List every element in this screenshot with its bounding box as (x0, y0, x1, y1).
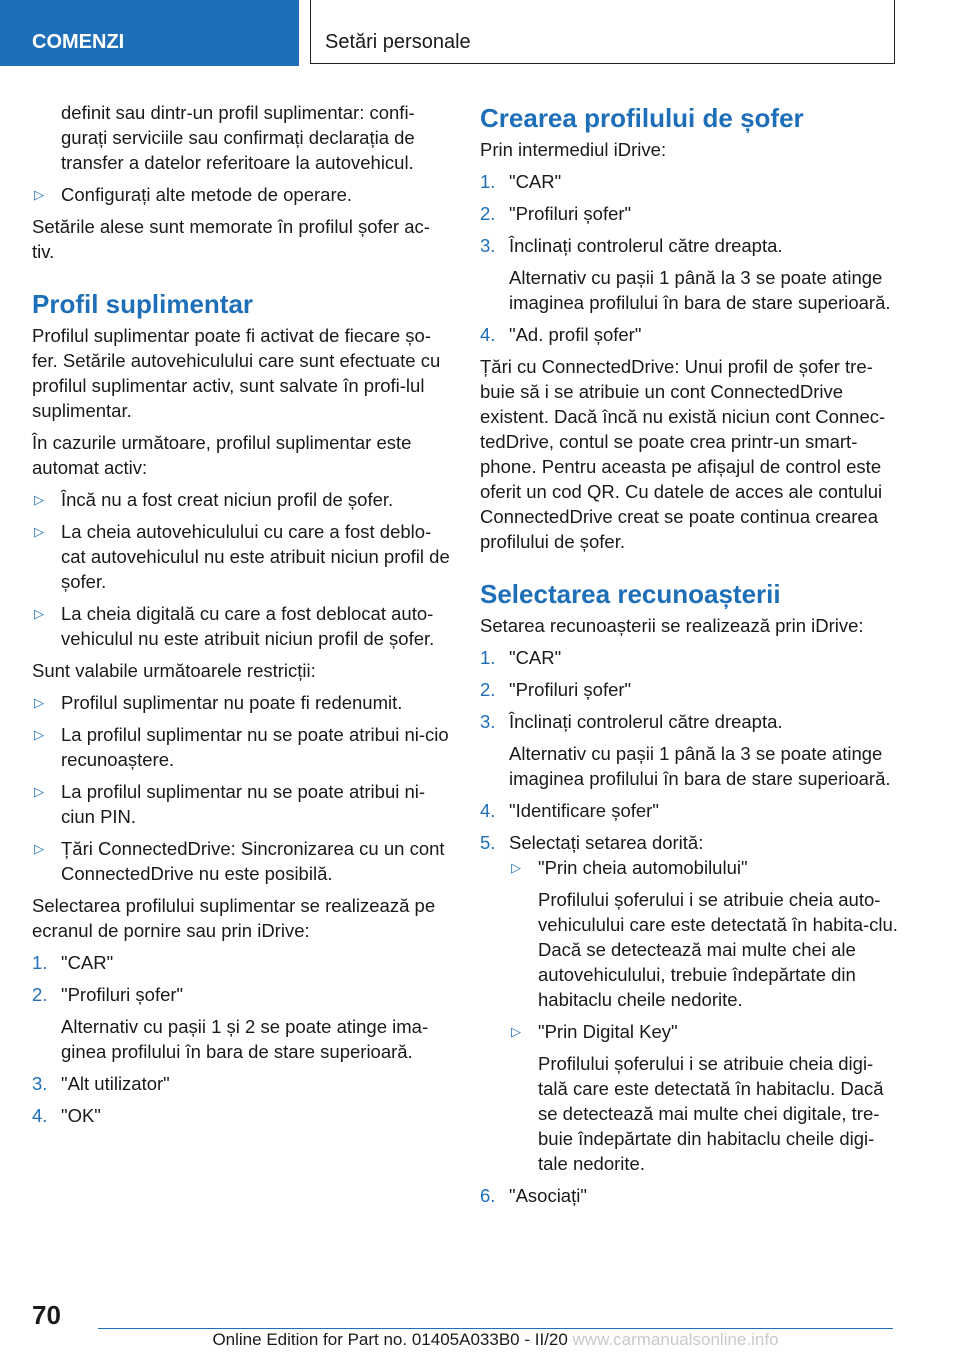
step-list (480, 169, 900, 347)
page-number: 70 (32, 1300, 61, 1330)
bullet-list (32, 487, 452, 651)
paragraph: Țări cu ConnectedDrive: Unui profil de șofer tre‐buie să i se atribuie un cont ConnectedDrive existent. Dacă încă nu există niciun cont Connec‐tedDrive, contul se poate crea printr-un smart‐phone. Pentru aceasta pe afișajul de control este oferit un cod QR. Cu datele de acces ale contului ConnectedDrive creat se poate continua crearea profilului de șofer. (480, 356, 886, 552)
triangle-bullet-icon: ▷ (34, 492, 44, 507)
list-item: ▷ "Prin Digital Key" Profilului șoferului i se atribuie cheia digi‐tală care este detectată în habitaclu. Dacă se detectează mai multe chei digitale, tre‐buie îndepărtate din habitaclu cheile digi‐tale nedorite. (509, 1019, 900, 1176)
paragraph: Selectarea profilului suplimentar se realizează pe ecranul de pornire sau prin iDrive: (32, 895, 436, 941)
list-item: 2. "Profiluri șofer" (480, 679, 632, 700)
triangle-bullet-icon: ▷ (511, 1024, 521, 1039)
list-item: ▷ Țări ConnectedDrive: Sincronizarea cu un cont ConnectedDrive nu este posibilă. (34, 838, 445, 884)
paragraph: Profilul suplimentar poate fi activat de fiecare șo‐fer. Setările autovehiculului care sunt efectuate cu profilul suplimentar activ, sunt salvate în profi‐lul suplimentar. (32, 325, 441, 421)
paragraph: În cazurile următoare, profilul suplimentar este automat activ: (32, 432, 412, 478)
list-item: 4. "OK" (32, 1105, 101, 1126)
chapter-title: Setări personale (310, 0, 895, 64)
list-item: 1. "CAR" (32, 952, 114, 973)
bullet-list (32, 690, 452, 886)
list-item: ▷ La cheia digitală cu care a fost deblocat auto‐vehiculul nu este atribuit niciun profil de șofer. (34, 603, 435, 649)
list-item: 4. "Ad. profil șofer" (480, 324, 642, 345)
step-list (480, 645, 900, 1208)
list-item: ▷ "Prin cheia automobilului" Profilului șoferului i se atribuie cheia auto‐vehiculului care este detectată în habita‐clu. Dacă se detectează mai multe chei ale autovehiculului, trebuie îndepărtate din habitaclu cheile nedorite. (509, 855, 900, 1012)
step-list (32, 950, 452, 1128)
page-header (0, 0, 960, 66)
heading-selectarea-recunoasterii: Selectarea recunoașterii (480, 579, 781, 609)
paragraph: Setările alese sunt memorate în profilul șofer ac‐tiv. (32, 216, 430, 262)
option-note: Profilului șoferului i se atribuie cheia digi‐tală care este detectată în habitaclu. Dacă se detectează mai multe chei digitale, tre‐buie îndepărtate din habitaclu cheile digi‐tale nedorite. (538, 1053, 884, 1174)
list-item: ▷ La profilul suplimentar nu se poate atribui ni‐ciun PIN. (34, 781, 426, 827)
list-item: 2. "Profiluri șofer" Alternativ cu pașii 1 și 2 se poate atinge ima‐ginea profilului în bara de stare superioară. (32, 982, 452, 1064)
triangle-bullet-icon: ▷ (34, 841, 44, 856)
list-item: ▷ Configurați alte metode de operare. (34, 184, 353, 205)
footer (98, 1330, 893, 1350)
list-item: 2. "Profiluri șofer" (480, 203, 632, 224)
nested-bullet-list (509, 855, 900, 1176)
list-item: ▷ La profilul suplimentar nu se poate atribui ni‐cio recunoaștere. (34, 724, 449, 770)
triangle-bullet-icon: ▷ (511, 860, 521, 875)
section-tab: COMENZI (0, 0, 299, 66)
list-item: 6. "Asociați" (480, 1185, 587, 1206)
paragraph: Sunt valabile următoarele restricții: (32, 660, 316, 681)
step-note: Alternativ cu pașii 1 până la 3 se poate atinge imaginea profilului în bara de stare superioară. (509, 267, 891, 313)
step-note: Alternativ cu pașii 1 și 2 se poate atinge ima‐ginea profilului în bara de stare superioară. (61, 1016, 429, 1062)
triangle-bullet-icon: ▷ (34, 695, 44, 710)
step-note: Alternativ cu pașii 1 până la 3 se poate atinge imaginea profilului în bara de stare superioară. (509, 743, 891, 789)
right-column (480, 100, 900, 1215)
paragraph: Setarea recunoașterii se realizează prin iDrive: (480, 615, 864, 636)
list-item: 3. Înclinați controlerul către dreapta. Alternativ cu pașii 1 până la 3 se poate atinge imaginea profilului în bara de stare superioară. (480, 233, 900, 315)
option-note: Profilului șoferului i se atribuie cheia auto‐vehiculului care este detectată în habita‐clu. Dacă se detectează mai multe chei ale autovehiculului, trebuie îndepărtate din habitaclu cheile nedorite. (538, 889, 898, 1010)
list-item: ▷ La cheia autovehiculului cu care a fost deblo‐cat autovehiculul nu este atribuit niciun profil de șofer. (34, 521, 450, 592)
heading-crearea-profilului: Crearea profilului de șofer (480, 103, 804, 133)
triangle-bullet-icon: ▷ (34, 727, 44, 742)
list-item: 3. Înclinați controlerul către dreapta. Alternativ cu pașii 1 până la 3 se poate atinge imaginea profilului în bara de stare superioară. (480, 709, 900, 791)
triangle-bullet-icon: ▷ (34, 784, 44, 799)
continued-bullet-text: definit sau dintr-un profil suplimentar: confi‐gurați serviciile sau confirmați declarația de transfer a datelor referitoare la autovehicul. (61, 102, 415, 173)
bullet-list (32, 182, 452, 207)
left-column (32, 100, 452, 1135)
paragraph: Prin intermediul iDrive: (480, 139, 667, 160)
list-item: 1. "CAR" (480, 171, 562, 192)
watermark: www.carmanualsonline.info (572, 1330, 779, 1349)
triangle-bullet-icon: ▷ (34, 524, 44, 539)
list-item: 1. "CAR" (480, 647, 562, 668)
list-item: 5. Selectați setarea dorită: ▷ "Prin cheia automobilului" Profilului șoferului i se atribuie cheia auto‐vehiculului care este detectată în habita‐clu. Dacă se detectează mai multe chei ale autovehiculului, trebuie îndepărtate din habitaclu cheile nedorite. ▷ "Prin Digital Key" Profilului șoferului i se atribuie cheia digi‐tală care este detectată în habitaclu. Dacă se detectează mai multe chei digitale, tre‐buie îndepărtate din habitaclu cheile digi‐tale nedorite. (480, 830, 900, 1176)
footer-edition-text: Online Edition for Part no. 01405A033B0 - II/20 (212, 1330, 568, 1349)
triangle-bullet-icon: ▷ (34, 187, 44, 202)
list-item: 3. "Alt utilizator" (32, 1073, 170, 1094)
list-item: ▷ Încă nu a fost creat niciun profil de șofer. (34, 489, 394, 510)
list-item: ▷ Profilul suplimentar nu poate fi redenumit. (34, 692, 403, 713)
triangle-bullet-icon: ▷ (34, 606, 44, 621)
footer-rule (98, 1328, 893, 1329)
list-item: 4. "Identificare șofer" (480, 800, 659, 821)
heading-profil-suplimentar: Profil suplimentar (32, 289, 254, 319)
